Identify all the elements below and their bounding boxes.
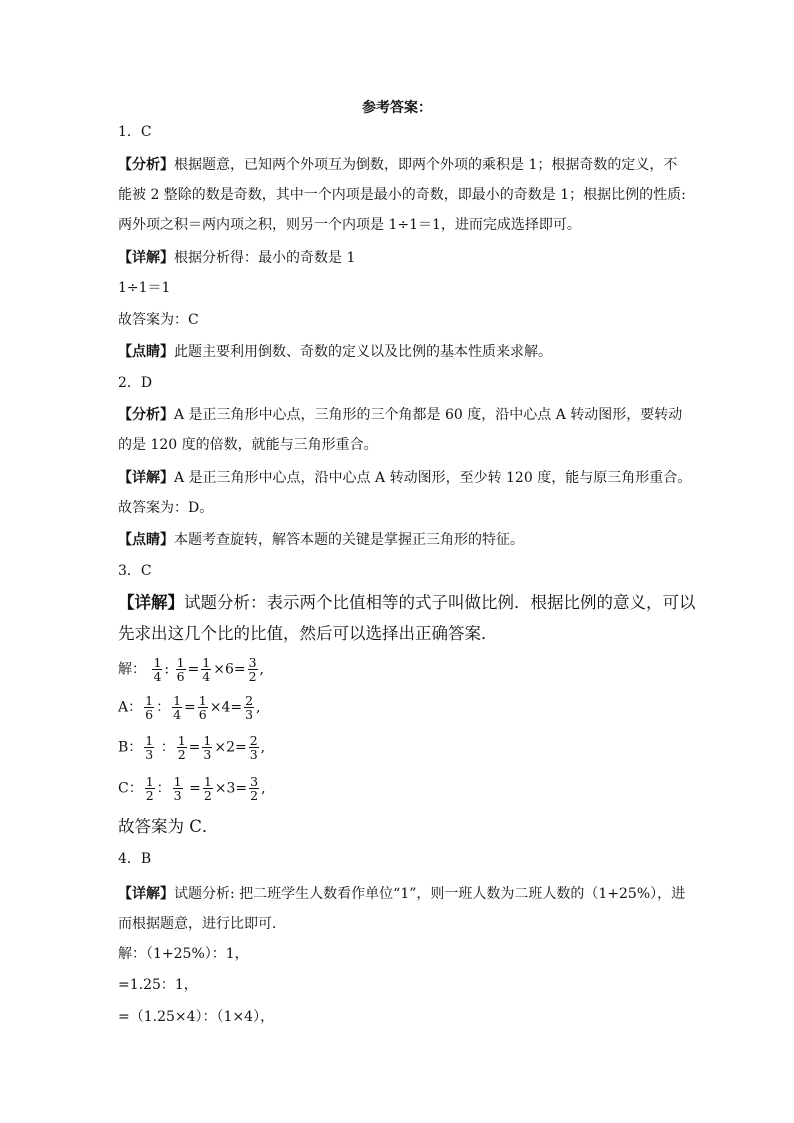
q4-number: 4．B — [118, 851, 152, 867]
fraction — [203, 775, 213, 802]
ratio-colon: ： — [156, 739, 175, 756]
numerator: 1 — [177, 733, 186, 748]
numerator: 1 — [176, 655, 185, 670]
q3-option-a — [118, 694, 678, 721]
q2-answer: 故答案为：D。 — [118, 500, 214, 516]
numerator: 2 — [245, 693, 254, 708]
q2-detail-text-1: A 是正三角形中心点，沿中心点 A 转动图形，至少转 120 度，能与原三角形重合。 — [174, 470, 692, 486]
comment-tag: 【点睛】 — [118, 532, 174, 548]
equals-sign: = — [184, 780, 201, 797]
q1-comment — [118, 342, 678, 362]
q3-detail-line-1 — [118, 593, 696, 613]
page-title: 参考答案： — [362, 100, 432, 116]
multiply-term: ×4= — [209, 699, 243, 716]
denominator: 2 — [203, 788, 212, 803]
q1-answer: 故答案为：C — [118, 312, 199, 328]
q4-detail-line-1 — [118, 884, 686, 904]
q3-solution-line — [118, 656, 678, 683]
equals-sign: = — [188, 739, 201, 756]
q2-analysis-text-1: A 是正三角形中心点，三角形的三个角都是 60 度，沿中心点 A 转动图形，要转动 — [174, 407, 683, 423]
numerator: 1 — [173, 774, 182, 789]
fraction — [249, 734, 259, 761]
q3-answer: 故答案为 C． — [118, 817, 219, 836]
fraction — [244, 694, 254, 721]
q2-analysis-line-2: 的是 120 度的倍数，就能与三角形重合。 — [118, 437, 378, 453]
numerator: 2 — [249, 733, 258, 748]
denominator: 3 — [203, 747, 212, 762]
q2-analysis-line-1 — [118, 405, 683, 425]
fraction — [248, 656, 258, 683]
denominator: 2 — [145, 788, 154, 803]
q2-comment — [118, 530, 678, 550]
fraction — [152, 656, 162, 683]
option-a-label: A： — [118, 699, 143, 716]
equals-sign: = — [187, 661, 200, 678]
comma: , — [261, 780, 266, 797]
fraction — [172, 694, 182, 721]
denominator: 2 — [250, 788, 259, 803]
fraction — [176, 656, 186, 683]
denominator: 6 — [198, 707, 207, 722]
numerator: 1 — [173, 693, 182, 708]
analysis-tag: 【分析】 — [118, 407, 174, 423]
multiply-term: ×2= — [214, 739, 247, 756]
denominator: 3 — [245, 707, 254, 722]
q3-number: 3．C — [118, 563, 152, 579]
equals-sign: = — [184, 699, 196, 716]
q2-comment-text: 本题考查旋转，解答本题的关键是掌握正三角形的特征。 — [174, 532, 524, 548]
q4-solution-line-2: =1.25：1， — [118, 977, 198, 993]
numerator: 1 — [145, 693, 154, 708]
detail-tag: 【详解】 — [118, 593, 184, 612]
denominator: 6 — [145, 707, 154, 722]
detail-tag: 【详解】 — [118, 250, 174, 266]
fraction — [173, 775, 183, 802]
fraction — [201, 656, 211, 683]
numerator: 1 — [153, 655, 162, 670]
numerator: 3 — [248, 655, 257, 670]
multiply-term: ×6= — [213, 661, 246, 678]
comment-tag: 【点睛】 — [118, 344, 174, 360]
fraction — [202, 734, 212, 761]
numerator: 1 — [203, 733, 212, 748]
fraction — [198, 694, 208, 721]
numerator: 1 — [198, 693, 207, 708]
q1-number: 1．C — [118, 124, 152, 140]
denominator: 2 — [248, 669, 257, 684]
solution-label: 解： — [118, 661, 146, 678]
analysis-tag: 【分析】 — [118, 157, 174, 173]
q4-detail-line-2: 而根据题意，进行比即可． — [118, 916, 286, 932]
q2-number: 2．D — [118, 375, 153, 391]
q1-detail-line-2: 1÷1＝1 — [118, 280, 171, 296]
denominator: 2 — [177, 747, 186, 762]
q1-analysis-line-1 — [118, 155, 678, 175]
q1-detail-line-1 — [118, 248, 678, 268]
q1-comment-text: 此题主要利用倒数、奇数的定义以及比例的基本性质来求解。 — [174, 344, 552, 360]
q3-detail-text-1: 试题分析：表示两个比值相等的式子叫做比例．根据比例的意义，可以 — [184, 593, 696, 612]
comma: , — [256, 699, 261, 716]
detail-tag: 【详解】 — [118, 470, 174, 486]
fraction — [144, 734, 154, 761]
denominator: 3 — [249, 747, 258, 762]
q1-detail-text-1: 根据分析得：最小的奇数是 1 — [174, 250, 356, 266]
denominator: 3 — [173, 788, 182, 803]
option-c-label: C： — [118, 780, 143, 797]
numerator: 1 — [145, 774, 154, 789]
ratio-colon: ： — [156, 699, 171, 716]
detail-tag: 【详解】 — [118, 886, 174, 902]
q4-solution-line-1: 解：（1+25%）：1， — [118, 946, 249, 962]
multiply-term: ×3= — [214, 780, 248, 797]
q2-detail-line-1 — [118, 468, 692, 488]
comma: , — [260, 739, 266, 756]
comma: , — [259, 661, 264, 678]
q1-analysis-line-2: 能被 2 整除的数是奇数，其中一个内项是最小的奇数，即最小的奇数是 1；根据比例的性质: — [118, 187, 686, 203]
numerator: 1 — [203, 774, 212, 789]
denominator: 4 — [173, 707, 182, 722]
fraction — [144, 694, 154, 721]
q3-option-b — [118, 734, 678, 761]
denominator: 6 — [176, 669, 185, 684]
numerator: 3 — [250, 774, 259, 789]
fraction — [177, 734, 187, 761]
denominator: 4 — [202, 669, 211, 684]
q4-solution-line-3: =（1.25×4）：（1×4）， — [118, 1009, 275, 1025]
q1-analysis-text-1: 根据题意，已知两个外项互为倒数，即两个外项的乘积是 1；根据奇数的定义，不 — [174, 157, 678, 173]
q3-option-c — [118, 775, 678, 802]
fraction — [145, 775, 155, 802]
q4-detail-text-1: 试题分析: 把二班学生人数看作单位“1”，则一班人数为二班人数的（1+25%），进 — [174, 886, 686, 902]
option-b-label: B： — [118, 739, 143, 756]
numerator: 1 — [145, 733, 154, 748]
denominator: 3 — [145, 747, 154, 762]
numerator: 1 — [202, 655, 211, 670]
q1-analysis-line-3: 两外项之积＝两内项之积，则另一个内项是 1÷1＝1，进而完成选择即可。 — [118, 217, 581, 233]
ratio-colon: : — [164, 661, 170, 678]
ratio-colon: ： — [156, 780, 171, 797]
fraction — [249, 775, 259, 802]
q3-detail-line-2: 先求出这几个比的比值，然后可以选择出正确答案． — [118, 624, 498, 643]
denominator: 4 — [153, 669, 162, 684]
